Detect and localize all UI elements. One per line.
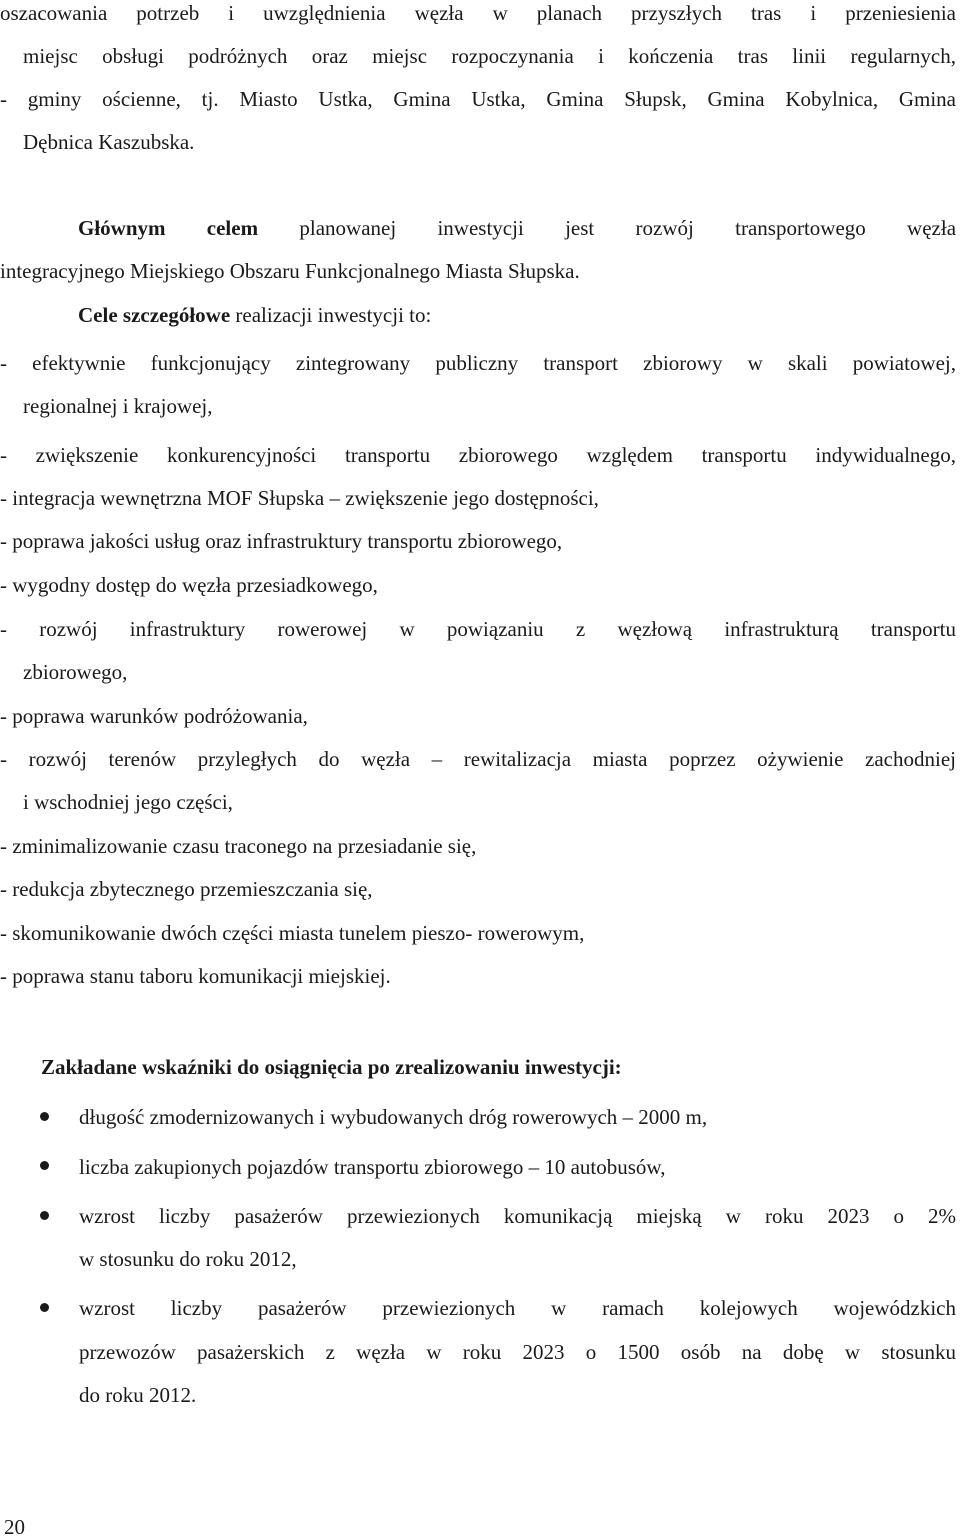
intro-line-3: - gminy ościenne, tj. Miasto Ustka, Gmina Ustka, Gmina Słupsk, Gmina Kobylnica, Gmina xyxy=(0,87,956,111)
goal-item: - poprawa warunków podróżowania, xyxy=(0,704,308,728)
intro-line-4: Dębnica Kaszubska. xyxy=(23,130,195,154)
bullet-icon xyxy=(40,1161,49,1170)
goal-item-cont: regionalnej i krajowej, xyxy=(23,394,213,418)
indicators-heading: Zakładane wskaźniki do osiągnięcia po zrealizowaniu inwestycji: xyxy=(41,1055,622,1079)
bullet-icon xyxy=(40,1303,49,1312)
main-goal-line-2: integracyjnego Miejskiego Obszaru Funkcjonalnego Miasta Słupska. xyxy=(0,259,580,283)
indicator-item-cont: przewozów pasażerskich z węzła w roku 2023 o 1500 osób na dobę w stosunku xyxy=(79,1340,956,1364)
page-number: 20 xyxy=(4,1515,25,1539)
indicator-item-cont: do roku 2012. xyxy=(79,1383,197,1407)
goal-item: - zwiększenie konkurencyjności transportu zbiorowego względem transportu indywidualnego, xyxy=(0,443,956,467)
indicator-item: wzrost liczby pasażerów przewiezionych w ramach kolejowych wojewódzkich xyxy=(79,1296,956,1320)
goal-item-cont: i wschodniej jego części, xyxy=(23,790,233,814)
goal-item: - skomunikowanie dwóch części miasta tunelem pieszo- rowerowym, xyxy=(0,921,585,945)
main-goal-line-1 xyxy=(78,218,956,239)
goal-item: - rozwój infrastruktury rowerowej w powiązaniu z węzłową infrastrukturą transportu xyxy=(0,617,956,641)
goal-item-cont: zbiorowego, xyxy=(23,660,128,684)
goal-item: - poprawa stanu taboru komunikacji miejskiej. xyxy=(0,964,391,988)
goal-item: - wygodny dostęp do węzła przesiadkowego, xyxy=(0,573,378,597)
indicator-item: wzrost liczby pasażerów przewiezionych komunikacją miejską w roku 2023 o 2% xyxy=(79,1204,956,1228)
indicator-item-cont: w stosunku do roku 2012, xyxy=(79,1247,297,1271)
goal-item: - poprawa jakości usług oraz infrastruktury transportu zbiorowego, xyxy=(0,529,563,553)
specific-goals-text: realizacji inwestycji to: xyxy=(230,303,432,327)
goal-item: - rozwój terenów przyległych do węzła – rewitalizacja miasta poprzez ożywienie zachodniej xyxy=(0,747,956,771)
bullet-icon xyxy=(40,1211,49,1220)
intro-line-2: miejsc obsługi podróżnych oraz miejsc rozpoczynania i kończenia tras linii regularnych, xyxy=(23,44,956,68)
main-goal-text: planowanej inwestycji jest rozwój transportowego węzła xyxy=(299,216,957,240)
bullet-icon xyxy=(40,1112,49,1121)
goal-item: - efektywnie funkcjonujący zintegrowany publiczny transport zbiorowy w skali powiatowej, xyxy=(0,351,956,375)
indicator-item: liczba zakupionych pojazdów transportu zbiorowego – 10 autobusów, xyxy=(79,1155,666,1179)
specific-goals-intro xyxy=(78,305,431,326)
goal-item: - zminimalizowanie czasu traconego na przesiadanie się, xyxy=(0,834,477,858)
main-goal-label: Głównym celem xyxy=(78,216,259,240)
goal-item: - redukcja zbytecznego przemieszczania się, xyxy=(0,877,373,901)
specific-goals-label: Cele szczegółowe xyxy=(78,303,231,327)
indicator-item: długość zmodernizowanych i wybudowanych dróg rowerowych – 2000 m, xyxy=(79,1105,708,1129)
goal-item: - integracja wewnętrzna MOF Słupska – zwiększenie jego dostępności, xyxy=(0,486,599,510)
intro-line-1: oszacowania potrzeb i uwzględnienia węzła w planach przyszłych tras i przeniesienia xyxy=(0,1,956,25)
